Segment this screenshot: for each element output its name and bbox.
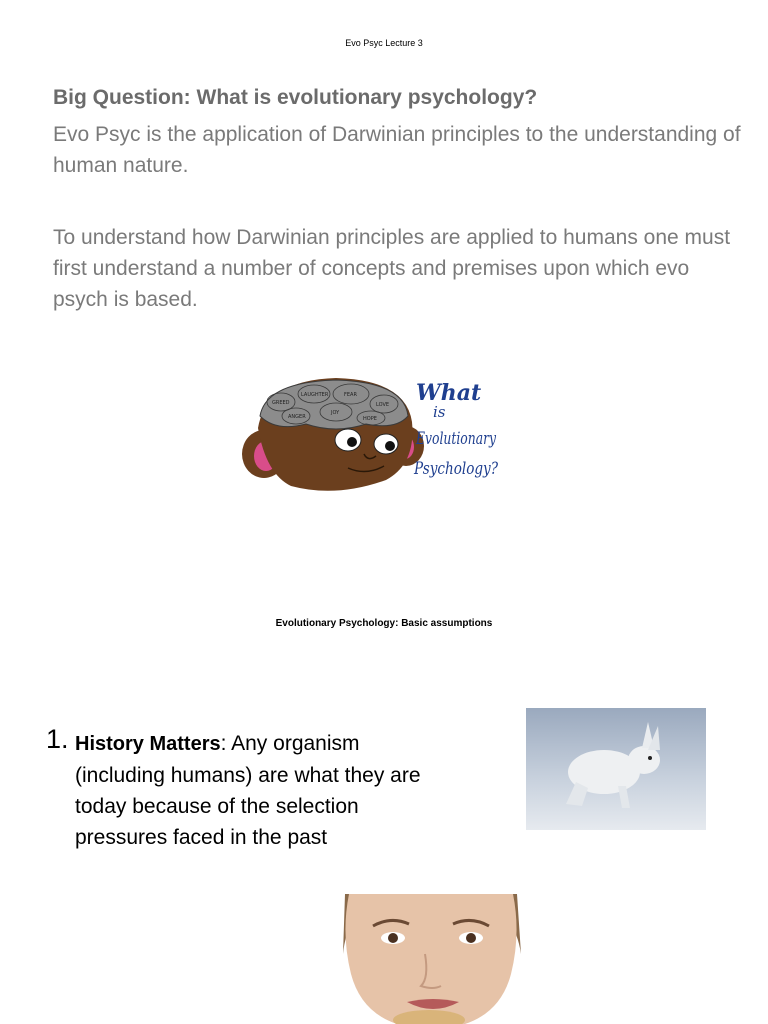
big-question-heading: Big Question: What is evolutionary psychology? bbox=[53, 86, 538, 109]
svg-text:is: is bbox=[433, 403, 446, 421]
brain-word: FEAR bbox=[344, 392, 357, 398]
svg-text:What: What bbox=[416, 380, 482, 406]
brain-word: LOVE bbox=[376, 402, 390, 408]
premise-paragraph: To understand how Darwinian principles are applied to humans one must first understand a number of concepts and premises upon which evo psych is based. bbox=[53, 226, 731, 311]
brain-word: JOY bbox=[331, 410, 340, 416]
point-title: History Matters bbox=[75, 733, 221, 755]
hare-photo bbox=[526, 708, 706, 830]
cartoon-brain-head-image bbox=[236, 372, 516, 494]
svg-text:Psychology?: Psychology? bbox=[413, 459, 499, 479]
definition-paragraph: Evo Psyc is the application of Darwinian principles to the understanding of human nature. bbox=[53, 123, 741, 177]
section-heading: Evolutionary Psychology: Basic assumptions bbox=[275, 618, 493, 629]
point-body: : Any organism (including humans) are what they are today because of the selection pressures faced in the past bbox=[75, 732, 421, 849]
point-paragraph bbox=[75, 728, 435, 853]
lecture-title: Evo Psyc Lecture 3 bbox=[345, 38, 423, 48]
point-number: 1. bbox=[46, 724, 69, 754]
brain-word: LAUGHTER bbox=[301, 392, 329, 398]
brain-word: ANGER bbox=[288, 414, 306, 420]
brain-word: GREED bbox=[272, 400, 290, 406]
cartoon-title bbox=[413, 380, 498, 479]
brain-word: HOPE bbox=[363, 416, 377, 422]
svg-text:Evolutionary: Evolutionary bbox=[415, 429, 497, 449]
woman-eating-photo bbox=[325, 894, 537, 1024]
